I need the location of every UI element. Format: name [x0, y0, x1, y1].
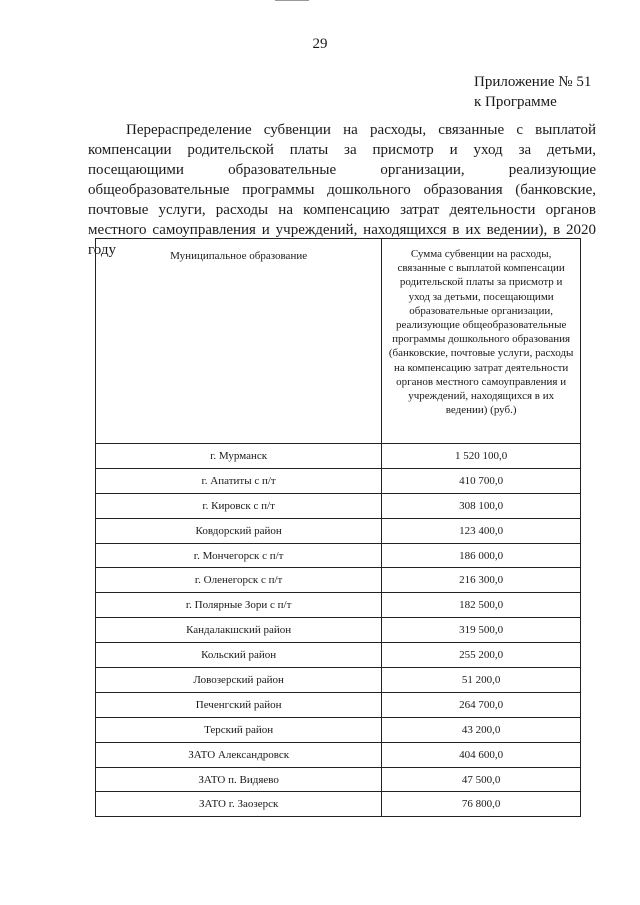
amount-cell: 182 500,0: [382, 593, 581, 618]
appendix-line-1: Приложение № 51: [474, 74, 592, 90]
header-municipality: [96, 239, 382, 444]
amount-cell: 47 500,0: [382, 767, 581, 792]
subvention-table: [95, 238, 581, 817]
amount-cell: 51 200,0: [382, 668, 581, 693]
table-row: [96, 742, 581, 767]
document-title: Перераспределение субвенции на расходы, связанные с выплатой компенсации родительской платы за присмотр и уход за детьми, посещающими образовательные организации, реализующие общеобразовательные программы дошкольного образования (банковские, почтовые услуги, расходы на компенсацию затрат деятельности органов местного самоуправления и учреждений, находящихся в их ведении), в 2020 году: [88, 122, 596, 258]
municipality-cell: Кандалакшский район: [96, 618, 382, 643]
table-row: [96, 792, 581, 817]
table-row: [96, 493, 581, 518]
table-row: [96, 593, 581, 618]
amount-cell: 186 000,0: [382, 543, 581, 568]
amount-cell: 76 800,0: [382, 792, 581, 817]
header-amount-label: Сумма субвенции на расходы, связанные с выплатой компенсации родительской платы за присмотр и уход за детьми, посещающими образовательные организации, реализующие общеобразовательные программы дошкольного образования (банковские, почтовые услуги, расходы на компенсацию затрат деятельности органов местного самоуправления и учреждений, находящихся в их ведении) (руб.): [388, 248, 574, 417]
municipality-cell: г. Мончегорск с п/т: [96, 543, 382, 568]
amount-cell: 404 600,0: [382, 742, 581, 767]
table-row: [96, 444, 581, 469]
municipality-cell: ЗАТО п. Видяево: [96, 767, 382, 792]
top-edge-mark: [275, 0, 309, 1]
table-row: [96, 692, 581, 717]
table-row: [96, 643, 581, 668]
table-row: [96, 668, 581, 693]
municipality-cell: г. Мурманск: [96, 444, 382, 469]
page-number: 29: [312, 36, 328, 52]
table-body: [96, 444, 581, 817]
municipality-cell: г. Кировск с п/т: [96, 493, 382, 518]
amount-cell: 216 300,0: [382, 568, 581, 593]
table-row: [96, 767, 581, 792]
table-row: [96, 468, 581, 493]
header-amount: [382, 239, 581, 444]
table-row: [96, 543, 581, 568]
amount-cell: 264 700,0: [382, 692, 581, 717]
municipality-cell: Ловозерский район: [96, 668, 382, 693]
amount-cell: 1 520 100,0: [382, 444, 581, 469]
amount-cell: 410 700,0: [382, 468, 581, 493]
municipality-cell: Кольский район: [96, 643, 382, 668]
amount-cell: 308 100,0: [382, 493, 581, 518]
table-row: [96, 518, 581, 543]
table-row: [96, 717, 581, 742]
amount-cell: 123 400,0: [382, 518, 581, 543]
municipality-cell: г. Полярные Зори с п/т: [96, 593, 382, 618]
municipality-cell: Ковдорский район: [96, 518, 382, 543]
municipality-cell: ЗАТО Александровск: [96, 742, 382, 767]
table-row: [96, 568, 581, 593]
amount-cell: 43 200,0: [382, 717, 581, 742]
municipality-cell: г. Апатиты с п/т: [96, 468, 382, 493]
appendix-heading: [474, 72, 591, 112]
table-row: [96, 618, 581, 643]
appendix-line-2: к Программе: [474, 94, 557, 110]
table-header-row: [96, 239, 581, 444]
header-municipality-label: Муниципальное образование: [170, 250, 308, 262]
municipality-cell: г. Оленегорск с п/т: [96, 568, 382, 593]
municipality-cell: Терский район: [96, 717, 382, 742]
municipality-cell: ЗАТО г. Заозерск: [96, 792, 382, 817]
amount-cell: 319 500,0: [382, 618, 581, 643]
amount-cell: 255 200,0: [382, 643, 581, 668]
municipality-cell: Печенгский район: [96, 692, 382, 717]
